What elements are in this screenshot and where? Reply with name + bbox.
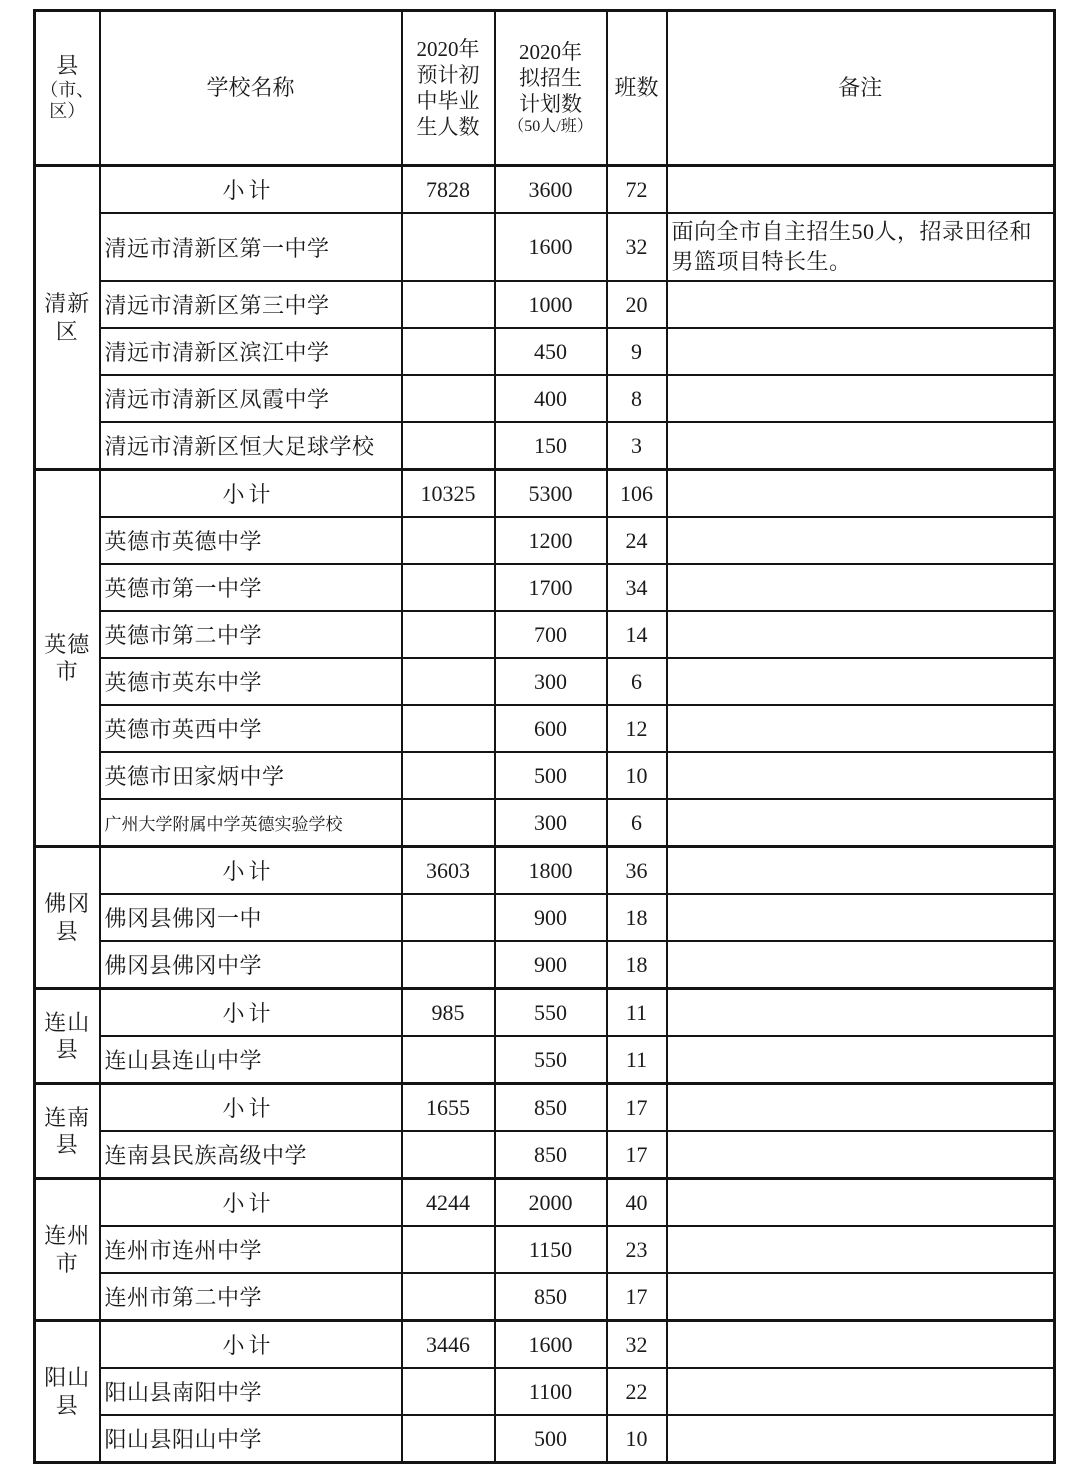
- school-name-cell: 英德市英德中学: [100, 517, 402, 564]
- county-name-cell: 连南县: [35, 1084, 100, 1179]
- remark-cell: [667, 941, 1055, 989]
- county-name-cell: 连州市: [35, 1179, 100, 1321]
- enrollment-plan-cell: 1000: [495, 281, 607, 328]
- school-name-cell: 佛冈县佛冈中学: [100, 941, 402, 989]
- remark-cell: [667, 564, 1055, 611]
- remark-cell: [667, 470, 1055, 518]
- expected-graduates-cell: 1655: [402, 1084, 495, 1132]
- table-row: [35, 658, 1055, 705]
- class-count-cell: 17: [607, 1273, 667, 1321]
- expected-graduates-cell: [402, 611, 495, 658]
- enrollment-plan-cell: 150: [495, 422, 607, 470]
- remark-cell: [667, 705, 1055, 752]
- expected-graduates-cell: 3446: [402, 1321, 495, 1369]
- remark-cell: 面向全市自主招生50人，招录田径和男篮项目特长生。: [667, 213, 1055, 281]
- class-count-cell: 12: [607, 705, 667, 752]
- county-name-cell: 佛冈县: [35, 847, 100, 989]
- school-name-cell: 连南县民族高级中学: [100, 1131, 402, 1179]
- table-row: [35, 1036, 1055, 1084]
- school-name-cell: 清远市清新区滨江中学: [100, 328, 402, 375]
- expected-graduates-cell: [402, 281, 495, 328]
- class-count-cell: 23: [607, 1226, 667, 1273]
- table-row: [35, 1273, 1055, 1321]
- school-name-cell: 清远市清新区凤霞中学: [100, 375, 402, 422]
- column-header-county: [35, 11, 100, 166]
- school-name-cell: 佛冈县佛冈一中: [100, 894, 402, 941]
- table-body: [35, 166, 1055, 1463]
- class-count-cell: 36: [607, 847, 667, 895]
- expected-graduates-cell: [402, 752, 495, 799]
- enrollment-plan-cell: 1700: [495, 564, 607, 611]
- subtotal-label-cell: 小计: [100, 989, 402, 1037]
- enrollment-plan-cell: 1600: [495, 1321, 607, 1369]
- remark-cell: [667, 894, 1055, 941]
- school-name-cell: 英德市第二中学: [100, 611, 402, 658]
- school-name-cell: 英德市第一中学: [100, 564, 402, 611]
- expected-graduates-cell: [402, 799, 495, 847]
- enrollment-plan-cell: 1150: [495, 1226, 607, 1273]
- header-county-main: 县: [56, 53, 79, 79]
- class-count-cell: 40: [607, 1179, 667, 1227]
- enrollment-plan-cell: 900: [495, 941, 607, 989]
- table-row: [35, 281, 1055, 328]
- header-remark-label: 备注: [838, 74, 883, 100]
- expected-graduates-cell: [402, 1273, 495, 1321]
- enrollment-plan-cell: 5300: [495, 470, 607, 518]
- expected-graduates-cell: 7828: [402, 166, 495, 214]
- subtotal-label-cell: 小计: [100, 470, 402, 518]
- remark-cell: [667, 281, 1055, 328]
- school-name-cell: 清远市清新区恒大足球学校: [100, 422, 402, 470]
- expected-graduates-cell: [402, 705, 495, 752]
- school-name-cell: 清远市清新区第三中学: [100, 281, 402, 328]
- class-count-cell: 8: [607, 375, 667, 422]
- table-row: [35, 375, 1055, 422]
- school-name-cell: 广州大学附属中学英德实验学校: [100, 799, 402, 847]
- school-name-cell: 英德市田家炳中学: [100, 752, 402, 799]
- header-grads-line1: 2020年: [416, 36, 480, 61]
- subtotal-label-cell: 小计: [100, 166, 402, 214]
- remark-cell: [667, 658, 1055, 705]
- enrollment-plan-cell: 450: [495, 328, 607, 375]
- remark-cell: [667, 422, 1055, 470]
- enrollment-plan-cell: 1800: [495, 847, 607, 895]
- table-header: [35, 11, 1055, 166]
- remark-cell: [667, 375, 1055, 422]
- class-count-cell: 17: [607, 1131, 667, 1179]
- enrollment-plan-cell: 850: [495, 1273, 607, 1321]
- header-county-sub-line2: 区）: [49, 101, 86, 122]
- enrollment-plan-cell: 1200: [495, 517, 607, 564]
- class-count-cell: 6: [607, 799, 667, 847]
- expected-graduates-cell: [402, 1036, 495, 1084]
- enrollment-plan-cell: 500: [495, 752, 607, 799]
- expected-graduates-cell: [402, 328, 495, 375]
- table-row: [35, 213, 1055, 281]
- enrollment-plan-cell: 300: [495, 799, 607, 847]
- table-row: [35, 517, 1055, 564]
- remark-cell: [667, 611, 1055, 658]
- class-count-cell: 18: [607, 941, 667, 989]
- subtotal-label-cell: 小计: [100, 1179, 402, 1227]
- column-header-class-count: [607, 11, 667, 166]
- county-name-cell: 阳山县: [35, 1321, 100, 1463]
- enrollment-plan-cell: 2000: [495, 1179, 607, 1227]
- class-count-cell: 14: [607, 611, 667, 658]
- table-row: [35, 470, 1055, 518]
- header-grads-line4: 生人数: [416, 115, 480, 140]
- table-row: [35, 752, 1055, 799]
- county-name-cell: 英德市: [35, 470, 100, 847]
- header-county-sub-line1: （市、: [40, 79, 95, 100]
- column-header-school-name: [100, 11, 402, 166]
- enrollment-plan-cell: 850: [495, 1084, 607, 1132]
- expected-graduates-cell: 3603: [402, 847, 495, 895]
- header-grads-line3: 中毕业: [416, 89, 480, 113]
- column-header-remark: [667, 11, 1055, 166]
- column-header-expected-graduates: [402, 11, 495, 166]
- class-count-cell: 6: [607, 658, 667, 705]
- remark-cell: [667, 1179, 1055, 1227]
- school-name-cell: 清远市清新区第一中学: [100, 213, 402, 281]
- remark-cell: [667, 752, 1055, 799]
- school-name-cell: 阳山县南阳中学: [100, 1368, 402, 1415]
- enrollment-plan-cell: 900: [495, 894, 607, 941]
- class-count-cell: 10: [607, 1415, 667, 1463]
- expected-graduates-cell: [402, 213, 495, 281]
- header-grads-line2: 预计初: [416, 62, 480, 87]
- expected-graduates-cell: [402, 1368, 495, 1415]
- school-name-cell: 连州市连州中学: [100, 1226, 402, 1273]
- school-name-cell: 连山县连山中学: [100, 1036, 402, 1084]
- remark-cell: [667, 847, 1055, 895]
- remark-cell: [667, 989, 1055, 1037]
- enrollment-plan-cell: 700: [495, 611, 607, 658]
- subtotal-label-cell: 小计: [100, 847, 402, 895]
- class-count-cell: 9: [607, 328, 667, 375]
- class-count-cell: 32: [607, 213, 667, 281]
- expected-graduates-cell: [402, 941, 495, 989]
- class-count-cell: 18: [607, 894, 667, 941]
- table-row: [35, 1368, 1055, 1415]
- enrollment-plan-cell: 500: [495, 1415, 607, 1463]
- table-row: [35, 1226, 1055, 1273]
- expected-graduates-cell: [402, 375, 495, 422]
- table-row: [35, 705, 1055, 752]
- subtotal-label-cell: 小计: [100, 1321, 402, 1369]
- header-school-label: 学校名称: [206, 74, 295, 100]
- class-count-cell: 17: [607, 1084, 667, 1132]
- remark-cell: [667, 328, 1055, 375]
- enrollment-plan-cell: 1100: [495, 1368, 607, 1415]
- table-row: [35, 564, 1055, 611]
- class-count-cell: 32: [607, 1321, 667, 1369]
- expected-graduates-cell: [402, 517, 495, 564]
- table-row: [35, 328, 1055, 375]
- school-name-cell: 英德市英西中学: [100, 705, 402, 752]
- enrollment-plan-cell: 550: [495, 989, 607, 1037]
- class-count-cell: 106: [607, 470, 667, 518]
- school-name-cell: 英德市英东中学: [100, 658, 402, 705]
- table-row: [35, 1131, 1055, 1179]
- county-name-cell: 清新区: [35, 166, 100, 470]
- table-row: [35, 166, 1055, 214]
- class-count-cell: 11: [607, 1036, 667, 1084]
- class-count-cell: 3: [607, 422, 667, 470]
- expected-graduates-cell: 10325: [402, 470, 495, 518]
- expected-graduates-cell: [402, 1226, 495, 1273]
- expected-graduates-cell: [402, 564, 495, 611]
- enrollment-plan-cell: 300: [495, 658, 607, 705]
- class-count-cell: 11: [607, 989, 667, 1037]
- remark-cell: [667, 1131, 1055, 1179]
- expected-graduates-cell: 4244: [402, 1179, 495, 1227]
- remark-cell: [667, 1036, 1055, 1084]
- table-row: [35, 1084, 1055, 1132]
- header-plan-note: （50人/班）: [508, 118, 593, 136]
- expected-graduates-cell: [402, 1131, 495, 1179]
- expected-graduates-cell: [402, 658, 495, 705]
- table-row: [35, 799, 1055, 847]
- class-count-cell: 22: [607, 1368, 667, 1415]
- remark-cell: [667, 799, 1055, 847]
- header-plan-line3: 计划数: [519, 92, 582, 117]
- expected-graduates-cell: [402, 894, 495, 941]
- remark-cell: [667, 1368, 1055, 1415]
- table-row: [35, 1179, 1055, 1227]
- class-count-cell: 72: [607, 166, 667, 214]
- school-name-cell: 连州市第二中学: [100, 1273, 402, 1321]
- remark-cell: [667, 1084, 1055, 1132]
- subtotal-label-cell: 小计: [100, 1084, 402, 1132]
- class-count-cell: 24: [607, 517, 667, 564]
- remark-cell: [667, 1226, 1055, 1273]
- expected-graduates-cell: [402, 422, 495, 470]
- enrollment-plan-cell: 1600: [495, 213, 607, 281]
- expected-graduates-cell: 985: [402, 989, 495, 1037]
- table-row: [35, 422, 1055, 470]
- header-plan-line1: 2020年: [519, 39, 582, 64]
- enrollment-plan-cell: 3600: [495, 166, 607, 214]
- class-count-cell: 10: [607, 752, 667, 799]
- remark-cell: [667, 1321, 1055, 1369]
- enrollment-plan-cell: 400: [495, 375, 607, 422]
- table-row: [35, 611, 1055, 658]
- header-classes-label: 班数: [614, 74, 659, 100]
- header-plan-line2: 拟招生: [519, 65, 582, 90]
- school-name-cell: 阳山县阳山中学: [100, 1415, 402, 1463]
- table-row: [35, 1321, 1055, 1369]
- enrollment-plan-cell: 850: [495, 1131, 607, 1179]
- table-row: [35, 941, 1055, 989]
- remark-cell: [667, 1273, 1055, 1321]
- remark-cell: [667, 517, 1055, 564]
- table-row: [35, 894, 1055, 941]
- remark-cell: [667, 166, 1055, 214]
- header-row: [35, 11, 1055, 166]
- table-row: [35, 989, 1055, 1037]
- enrollment-plan-cell: 550: [495, 1036, 607, 1084]
- class-count-cell: 20: [607, 281, 667, 328]
- county-name-cell: 连山县: [35, 989, 100, 1084]
- enrollment-plan-cell: 600: [495, 705, 607, 752]
- enrollment-plan-table: [33, 9, 1056, 1464]
- column-header-enrollment-plan: [495, 11, 607, 166]
- table-row: [35, 847, 1055, 895]
- class-count-cell: 34: [607, 564, 667, 611]
